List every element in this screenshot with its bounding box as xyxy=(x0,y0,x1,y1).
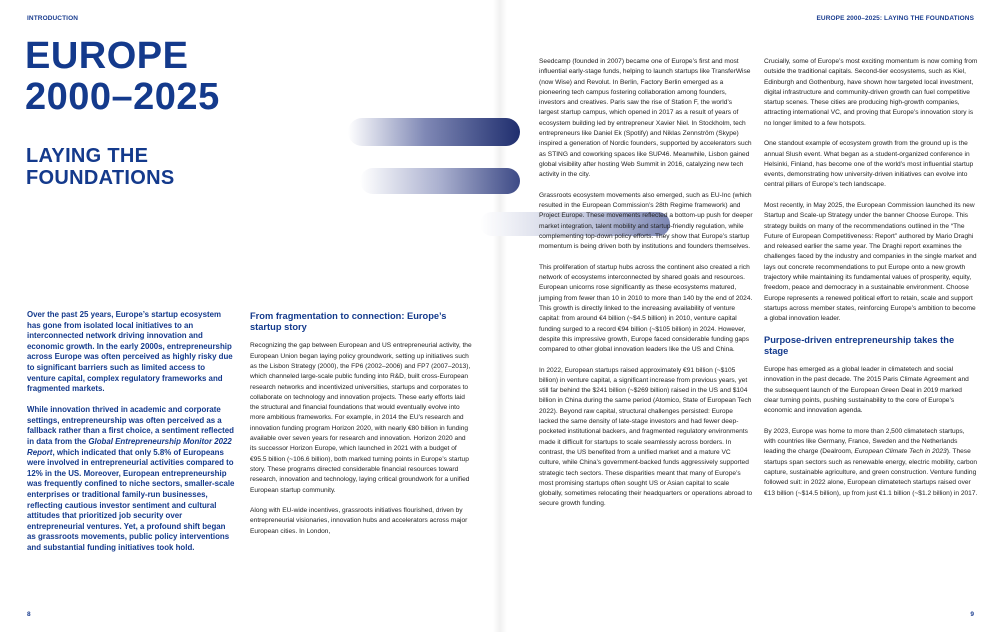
column-3-paragraph-5 xyxy=(764,427,978,499)
intro-p2-text-a: While innovation thrived in academic and corporate settings, entrepreneurship was often perceived as a fallback rather than a first choice, a sentiment reflected in data from the xyxy=(27,405,234,447)
column-3-p5-text-b: ). These startups span sectors such as renewable energy, electric mobility, carbon capture, sustainable agriculture, and green construction. Venture funding followed suit: in 2022 alone, European climatetech startups raised over €13 billion (~$14.5 billion), up from just €1.1 billion (~$1.2 billion) in 2017. xyxy=(764,448,978,497)
column-1-paragraph-1: Recognizing the gap between European and US entrepreneurial activity, the European Union began laying policy groundwork, setting up initiatives such as the Lisbon Strategy (2000), the FP6 (2002–2006) and FP7 (2007–2013), which channeled large-scale public funding into R&D, built cross-European research networks and incentivized universities, startups and corporates to collaborate on technology and innovation projects. These early efforts laid the structural and financial foundations that would eventually evolve into more ambitious frameworks. For example, in 2014 the EU’s research and innovation funding program Horizon 2020, with nearly €80 billion in funding available over seven years for research and innovation. Horizon 2020 and its successor Horizon Europe, which launched in 2021 with a budget of €95.5 billion (~106.6 billion), both marked turning points in Europe’s startup story. These programs directed considerable financial resources toward research, innovation and technology, laying critical groundwork for a unified European startup community. xyxy=(250,342,472,494)
page-number-right: 9 xyxy=(970,611,974,618)
section-heading-fragmentation: From fragmentation to connection: Europe’s startup story xyxy=(250,311,447,333)
stripe-1 xyxy=(348,118,520,146)
stripe-2 xyxy=(360,168,520,194)
column-3-paragraph-2: One standout example of ecosystem growth from the ground up is the annual Slush event. What began as a student-organized conference in Helsinki, Finland, has become one of the world’s most influential startup events, demonstrating how university-driven initiatives can evolve into central pillars of Europe’s tech landscape. xyxy=(764,140,974,189)
intro-paragraph-1: Over the past 25 years, Europe’s startup ecosystem has gone from isolated local initiatives to an interconnected network driving innovation and economic growth. In the early 2000s, entrepreneurship across Europe was often perceived as highly risky due to significant barriers such as limited access to venture capital, complex regulatory frameworks and fragmented markets. xyxy=(27,310,233,394)
column-3-p5-text-a: By 2023, Europe was home to more than 2,500 climatetech startups, with countries like Germany, France, Sweden and the Netherlands leading the charge (Dealroom, xyxy=(764,427,965,456)
page-title-line-2: 2000–2025 xyxy=(25,76,220,118)
page-number-left: 8 xyxy=(27,611,31,618)
intro-p2-report-title: Global Entrepreneurship Monitor 2022 Report xyxy=(27,437,232,457)
column-2 xyxy=(539,57,753,520)
column-2-paragraph-3: This proliferation of startup hubs across the continent also created a rich network of ecosystems interconnected by shared goals and resources. European unicorns rose significantly as these ecosystems matured, jumping from fewer than 10 in 2010 to more than 140 by the end of 2024. This growth is directly linked to the increasing availability of venture capital: from around €4 billion (~$4.5 billion) in 2010, venture capital funding surged to a record €94 billion (~$105 billion) in 2024. However, despite this impressive growth, Europe faced considerable funding gaps compared to other global innovation leaders like the US and China. xyxy=(539,263,753,354)
column-3-paragraph-3: Most recently, in May 2025, the European Commission launched its new Startup and Scale-up Strategy under the banner Choose Europe. This strategy builds on many of the recommendations outlined in the “The Future of European Competitiveness: Report” authored by Mario Draghi and released earlier the same year. The Draghi report examines the challenges faced by the industry and companies in the single market and lays out concrete recommendations to put Europe onto a new growth trajectory while maintaining its fundamental values of prosperity, equity, freedom, peace and democracy in a sustainable environment. Choose Europe represents a renewed political effort to retain, scale and support startups across member states, reinforcing Europe’s ambition to become a global innovation leader. xyxy=(764,201,977,323)
page-title xyxy=(25,36,220,118)
column-1 xyxy=(250,311,472,547)
page-gutter xyxy=(493,0,507,632)
column-3-paragraph-4: Europe has emerged as a global leader in climatetech and social innovation in the past decade. The 2015 Paris Climate Agreement and the subsequent launch of the European Green Deal in 2019 marked clear turning points, pushing sustainability to the core of Europe’s economic and innovation agenda. xyxy=(764,366,969,415)
intro-p2-text-b: , which indicated that only 5.8% of Europeans were involved in entrepreneurial activities compared to 12% in the US. Moreover, European entrepreneurship was frequently confined to niche sectors, smaller-scale enterprises or traditional family-run businesses, reflecting cautious investor sentiment and cultural attitudes that prioritized job security over entrepreneurial ventures. Yet, a profound shift began as grassroots movements, public policy interventions and substantial funding initiatives took hold. xyxy=(27,447,235,552)
running-head-right: EUROPE 2000–2025: LAYING THE FOUNDATIONS xyxy=(816,15,974,22)
page-subtitle-line-2: FOUNDATIONS xyxy=(26,167,175,189)
intro-text xyxy=(27,310,235,564)
intro-paragraph-2 xyxy=(27,405,235,553)
page-subtitle-line-1: LAYING THE xyxy=(26,145,149,167)
column-2-paragraph-1: Seedcamp (founded in 2007) became one of Europe’s first and most influential early-stage funds, helping to launch startups like TransferWise (now Wise) and Revolut. In Berlin, Factory Berlin emerged as a pioneering tech campus fostering collaboration among founders, investors and creatives. Paris saw the rise of Station F, the world’s largest startup campus, which opened in 2017 as a result of years of ecosystem building led by entrepreneur Xavier Niel. In Stockholm, tech entrepreneurs like Daniel Ek (Spotify) and Niklas Zennström (Skype) inspired a generation of Nordic founders, supported by accelerators such as STING and coworking spaces like SUP46. Meanwhile, Lisbon gained global visibility after hosting Web Summit in 2016, catalyzing new tech activity in the city. xyxy=(539,58,752,179)
column-2-paragraph-4: In 2022, European startups raised approximately €91 billion (~$105 billion) in venture capital, a significant increase from previous years, yet still far behind the $241 billion (~$269 billion) raised in the US and $104 billion in China during the same period (Atomico, State of European Tech 2022). Beyond raw capital, structural challenges persisted: Europe lacked the same density of late-stage investors and had fewer deep-pocketed institutional backers, and fragmented regulatory environments made it difficult for startups to scale seamlessly across borders. In contrast, the US benefited from a unified market and a mature VC culture, while China’s government-backed funds aggressively supported strategic tech sectors. These disparities meant that many of Europe’s most promising startups often sought US or Asian capital to scale globally, sometimes relocating their headquarters or operations abroad to secure growth funding. xyxy=(539,366,753,508)
column-1-paragraph-2: Along with EU-wide incentives, grassroots initiatives flourished, driven by entrepreneurial visionaries, innovation hubs and accelerators across major European cities. In London, xyxy=(250,507,468,535)
page-subtitle xyxy=(26,145,174,189)
column-3 xyxy=(764,57,978,509)
column-2-paragraph-2: Grassroots ecosystem movements also emerged, such as EU-Inc (which resulted in the European Commission’s 28th Regime framework) and Project Europe. These movements reflected a bottom-up push for deeper market integration, talent mobility and startup-friendly regulation, while complementing top-down policy efforts. They show that Europe’s startup momentum is being driven both by institutions and founders themselves. xyxy=(539,191,753,251)
section-heading-purpose-driven: Purpose-driven entrepreneurship takes the stage xyxy=(764,334,955,356)
running-head-left: INTRODUCTION xyxy=(27,15,79,22)
column-3-paragraph-1: Crucially, some of Europe’s most exciting momentum is now coming from outside the traditional capitals. Second-tier ecosystems, such as Kiel, Edinburgh and Gothenburg, have shown how targeted local investment, digital infrastructure and community-driven growth can fuel competitive startup scenes. These cities are producing high-growth companies, attracting international VC, and proving that Europe’s innovation story is no longer limited to a few hotspots. xyxy=(764,58,978,127)
page-title-line-1: EUROPE xyxy=(25,35,189,77)
column-3-p5-report-title: European Climate Tech in 2023 xyxy=(854,448,947,456)
